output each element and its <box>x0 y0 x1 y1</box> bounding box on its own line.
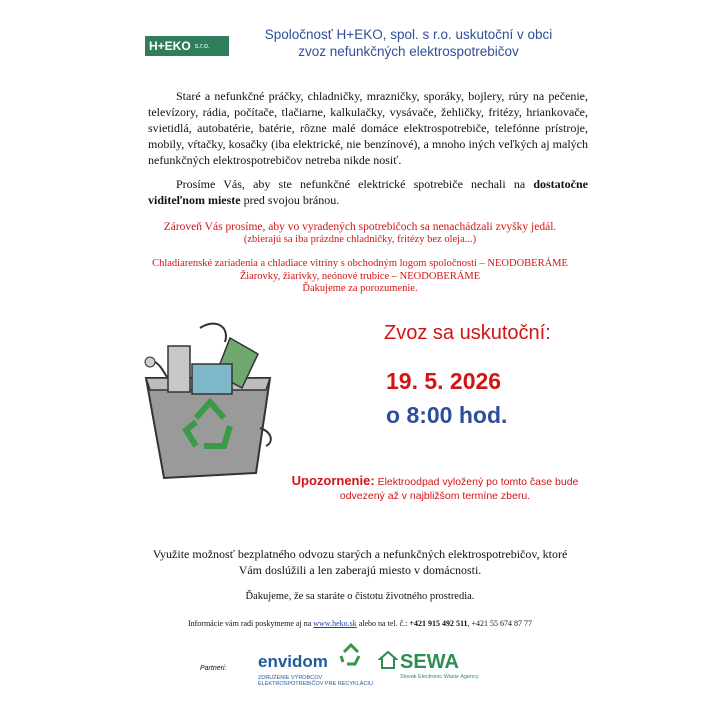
envidom-logo: envidom <box>258 652 328 671</box>
sewa-subtitle: Slovak Electronic Waste Agency <box>400 674 479 680</box>
intro-paragraph: Staré a nefunkčné práčky, chladničky, mrazničky, sporáky, bojlery, rúry na pečenie, televízory, rádia, počítače, tlačiarne, kalkulačky, vysávače, žehličky, fritézy, hriankovače, svietidlá, autobatérie, batérie, rôzne malé domáce elektrospotrebiče, telefónne prístroje, mobily, vŕtačky, kosačky (iba elektrické, nie benzínové), a mnoho iných veľkých aj malých nefunkčných elektrospotrebičov netreba nikde nosiť. <box>148 89 588 167</box>
sewa-logo: SEWA <box>400 651 459 673</box>
page-title <box>236 26 581 60</box>
contact-info <box>120 619 600 628</box>
thanks-text: Ďakujeme, že sa staráte o čistotu životného prostredia. <box>245 591 475 602</box>
notice-line-1: Zároveň Vás prosíme, aby vo vyradených spotrebičoch sa nenachádzali zvyšky jedál. <box>163 221 557 233</box>
info-phone-primary: +421 915 492 511 <box>409 619 468 628</box>
envidom-sub-2: ELEKTROSPOTREBIČOV PRE RECYKLÁCIU <box>258 681 373 687</box>
logo-text: H+EKO <box>149 39 191 53</box>
request-suffix: pred svojou bránou. <box>240 193 340 207</box>
closing-text: Využite možnosť bezplatného odvozu starých a nefunkčných elektrospotrebičov, ktoré Vám doslúžili a len zaberajú miesto v domácnosti. <box>152 547 568 577</box>
title-line-2: zvoz nefunkčných elektrospotrebičov <box>298 44 519 59</box>
envidom-subtitle <box>258 675 373 687</box>
info-prefix: Informácie vám radi poskytneme aj na <box>187 619 314 628</box>
warning-text: Elektroodpad vyložený po tomto čase bude odvezený až v najbližšom termíne zberu. <box>339 476 579 502</box>
logo-sro: s.r.o. <box>194 42 210 50</box>
notice-line-5: Ďakujeme za porozumenie. <box>302 283 418 294</box>
envidom-sub-1: ZDRUŽENIE VÝROBCOV <box>258 675 323 681</box>
notice-food <box>130 221 590 246</box>
request-prefix: Prosíme Vás, aby ste nefunkčné elektrické spotrebiče nechali na <box>176 177 534 191</box>
pickup-time: o 8:00 hod. <box>386 402 508 428</box>
pickup-label: Zvoz sa uskutoční: <box>384 322 551 344</box>
notice-excluded <box>130 258 590 296</box>
envidom-recycle-icon <box>338 642 364 668</box>
warning-title: Upozornenie: <box>291 473 375 488</box>
partners-label: Partneri: <box>200 665 227 672</box>
pickup-date: 19. 5. 2026 <box>386 368 502 394</box>
notice-line-4: Žiarovky, žiarivky, neónové trubice – NEODOBERÁME <box>239 270 481 282</box>
sewa-house-icon <box>378 650 398 670</box>
request-bold: dostatočne viditeľnom mieste <box>148 177 588 207</box>
notice-line-3: Chladiarenské zariadenia a chladiace vitríny s obchodným logom spoločností – NEODOBERÁME <box>152 258 568 269</box>
notice-line-2: (zbierajú sa iba prázdne chladničky, fritézy bez oleja...) <box>243 233 477 245</box>
info-mid: alebo na tel. č.: <box>356 619 410 628</box>
warning-box <box>290 474 580 503</box>
title-line-1: Spoločnosť H+EKO, spol. s r.o. uskutoční v obci <box>264 27 553 42</box>
info-phone-secondary: , +421 55 674 87 77 <box>467 619 533 628</box>
website-link[interactable]: www.heko.sk <box>313 619 357 628</box>
heko-logo <box>145 36 229 56</box>
recycle-bin-illustration <box>130 318 280 488</box>
request-paragraph <box>148 176 588 208</box>
